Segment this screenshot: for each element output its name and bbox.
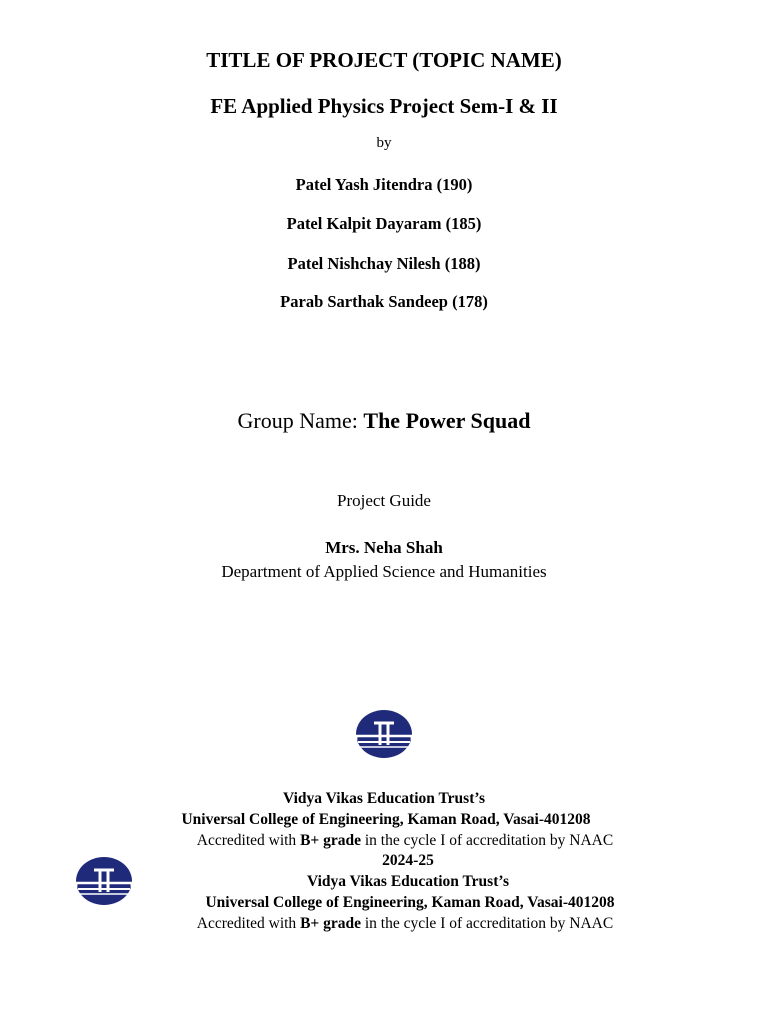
accreditation-prefix: Accredited with [196, 915, 301, 932]
group-name-label: Group Name: [237, 408, 364, 433]
accreditation-suffix: in the cycle I of accreditation by NAAC [361, 832, 614, 849]
member-name: Patel Kalpit Dayaram (185) [286, 214, 482, 233]
accreditation-suffix: in the cycle I of accreditation by NAAC [361, 915, 614, 932]
group-name-value: The Power Squad [363, 408, 531, 433]
accreditation-grade: B+ grade [300, 832, 361, 849]
group-name-line [0, 408, 768, 434]
member-name: Parab Sarthak Sandeep (178) [280, 292, 488, 311]
college-logo [352, 709, 416, 759]
accreditation-line [21, 915, 768, 933]
guide-name: Mrs. Neha Shah [325, 538, 443, 557]
member-name: Patel Yash Jitendra (190) [295, 175, 473, 194]
document-title: TITLE OF PROJECT (TOPIC NAME) [206, 48, 562, 72]
academic-year: 2024-25 [382, 852, 434, 869]
document-subtitle: FE Applied Physics Project Sem-I & II [210, 94, 558, 118]
college-name: Universal College of Engineering, Kaman Road, Vasai-401208 [181, 811, 591, 828]
trust-name: Vidya Vikas Education Trust’s [307, 873, 509, 890]
by-label: by [376, 135, 392, 151]
accreditation-prefix: Accredited with [196, 832, 301, 849]
guide-department: Department of Applied Science and Humanities [221, 562, 547, 581]
trust-name: Vidya Vikas Education Trust’s [283, 790, 485, 807]
accreditation-line [21, 832, 768, 850]
accreditation-grade: B+ grade [300, 915, 361, 932]
college-name: Universal College of Engineering, Kaman Road, Vasai-401208 [205, 894, 615, 911]
project-guide-heading: Project Guide [337, 491, 431, 510]
member-name: Patel Nishchay Nilesh (188) [287, 254, 481, 273]
